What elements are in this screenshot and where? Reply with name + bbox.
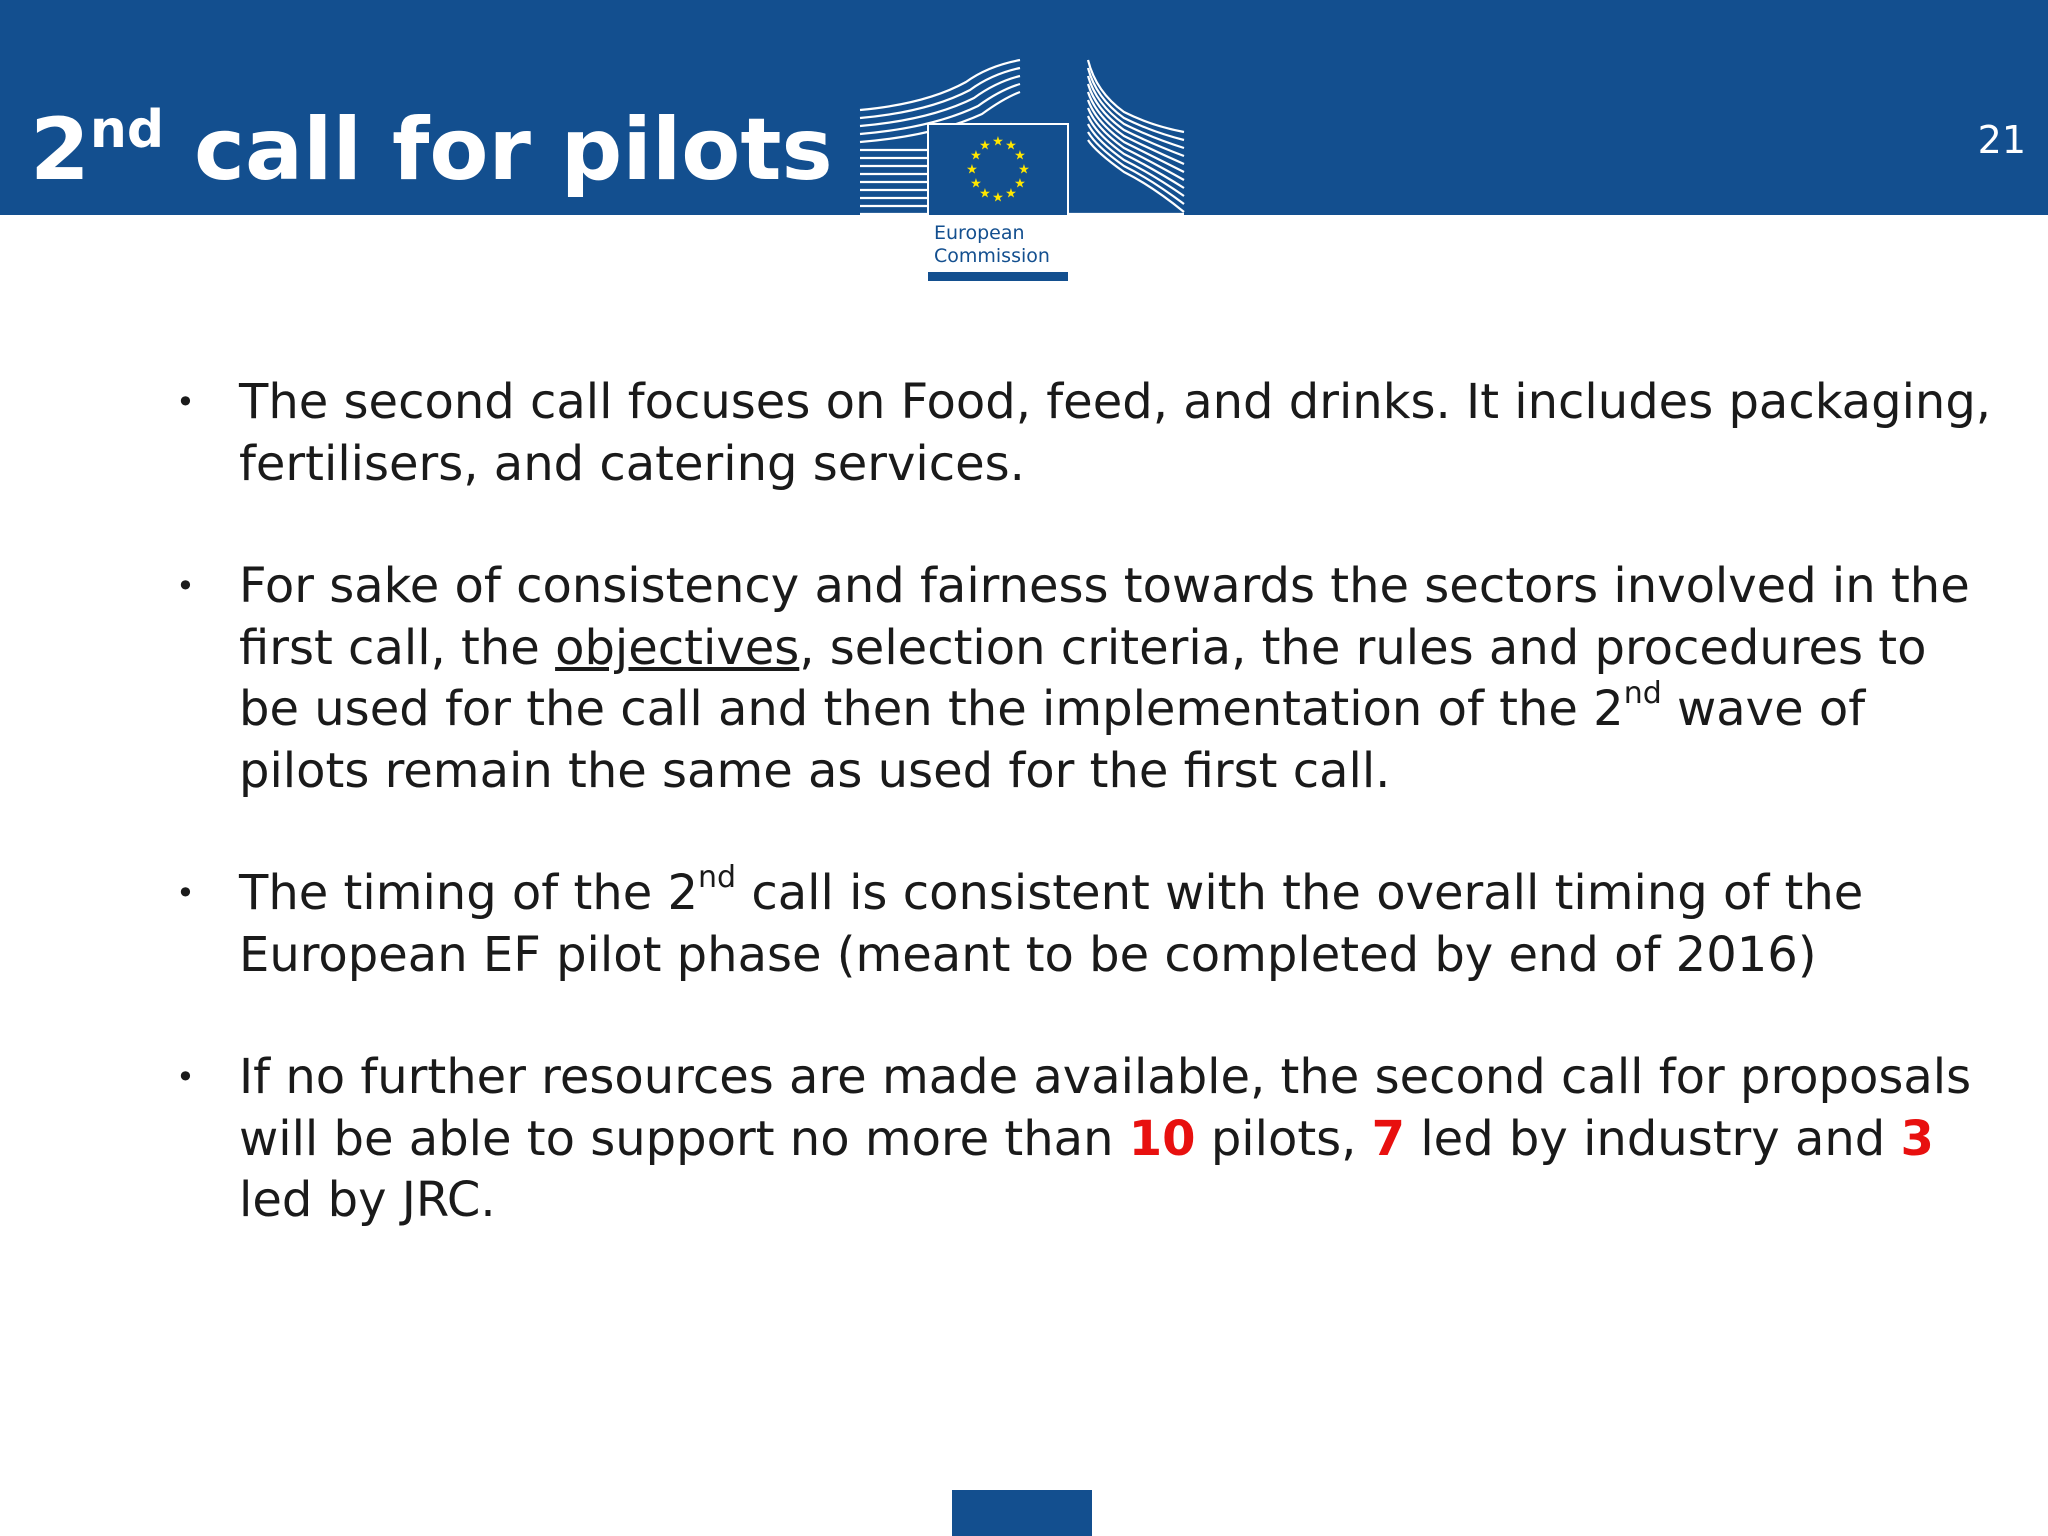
bullet-text: The timing of the 2 bbox=[239, 865, 699, 921]
bullet-text: If no further resources are made available, the second call for proposals will be able to support no more than bbox=[239, 1049, 1972, 1167]
superscript: nd bbox=[698, 860, 737, 895]
bullet-text: call is consistent with the overall timing of the European EF pilot phase (meant to be completed by end of 2016) bbox=[239, 865, 1864, 983]
logo-underline bbox=[928, 272, 1068, 281]
bullet-marker: • bbox=[176, 383, 195, 421]
bullet-text: led by JRC. bbox=[239, 1172, 496, 1228]
highlight-number: 10 bbox=[1128, 1110, 1196, 1167]
logo-text-line1: European bbox=[934, 222, 1025, 244]
title-superscript: nd bbox=[89, 100, 165, 160]
bullet-item bbox=[170, 860, 2000, 986]
svg-text:★: ★ bbox=[966, 162, 978, 178]
svg-text:★: ★ bbox=[992, 134, 1004, 150]
svg-text:★: ★ bbox=[1018, 162, 1030, 178]
svg-text:★: ★ bbox=[992, 190, 1004, 206]
bullet-marker: • bbox=[176, 1058, 195, 1096]
bullet-text: , selection criteria, the rules and procedures to be used for the call and then the implementation of the 2 bbox=[239, 619, 1927, 737]
bullet-text: pilots, bbox=[1195, 1110, 1372, 1167]
bullet-text: For sake of consistency and fairness towards the sectors involved in the first call, the bbox=[239, 558, 1970, 676]
bullet-item bbox=[170, 556, 2000, 802]
bullet-marker: • bbox=[176, 567, 195, 605]
underlined-link: objectives bbox=[555, 619, 800, 676]
svg-text:★: ★ bbox=[970, 148, 982, 164]
footer-bar bbox=[952, 1490, 1092, 1536]
bullet-text: wave of pilots remain the same as used for the first call. bbox=[239, 681, 1866, 799]
title-prefix: 2 bbox=[30, 100, 90, 200]
logo-text bbox=[934, 222, 1050, 268]
svg-text:★: ★ bbox=[979, 186, 991, 202]
svg-text:★: ★ bbox=[1014, 148, 1026, 164]
svg-text:★: ★ bbox=[970, 176, 982, 192]
bullet-marker: • bbox=[176, 874, 195, 912]
highlight-number: 7 bbox=[1371, 1110, 1406, 1167]
svg-text:★: ★ bbox=[1005, 138, 1017, 154]
bullet-text: led by industry and bbox=[1405, 1110, 1901, 1167]
slide-title bbox=[30, 95, 833, 205]
bullet-text: The second call focuses on Food, feed, and drinks. It includes packaging, fertilisers, and catering services. bbox=[239, 374, 1992, 492]
logo-text-line2: Commission bbox=[934, 245, 1050, 267]
svg-text:★: ★ bbox=[1014, 176, 1026, 192]
bullet-item bbox=[170, 1047, 2000, 1232]
title-rest: call for pilots bbox=[164, 100, 833, 200]
svg-text:★: ★ bbox=[979, 138, 991, 154]
svg-text:★: ★ bbox=[1005, 186, 1017, 202]
highlight-number: 3 bbox=[1900, 1110, 1934, 1167]
bullet-list bbox=[170, 372, 2000, 1293]
superscript: nd bbox=[1623, 676, 1662, 711]
page-number: 21 bbox=[1977, 118, 2026, 162]
bullet-item bbox=[170, 372, 2000, 495]
